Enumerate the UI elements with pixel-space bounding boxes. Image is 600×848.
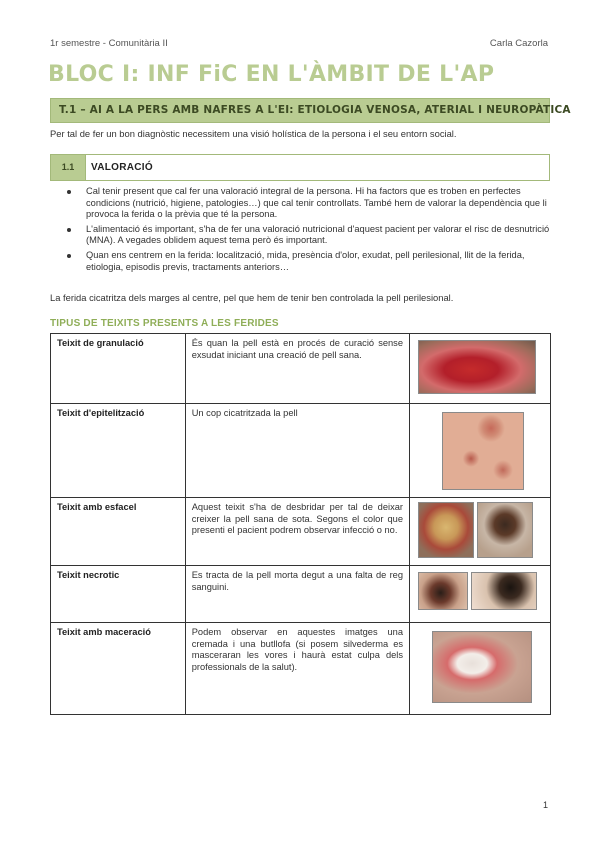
- tissue-description: Aquest teixit s'ha de desbridar per tal de deixar creixer la pell sana de sota. Segons el color que presenti el pacient podrem observar infecció o no.: [185, 498, 409, 566]
- slough-wound-image: [418, 502, 474, 558]
- bullet-text: L'alimentació és important, s'ha de fer una valoració nutricional d'aquest pacient per valorar el risc de desnutrició (MNA). A vegades oblidem aquest tema però és important.: [86, 223, 550, 246]
- tissue-name: Teixit de granulació: [51, 334, 186, 404]
- author-label: Carla Cazorla: [489, 38, 548, 49]
- tissue-image-cell: [410, 566, 551, 623]
- tissue-description: Es tracta de la pell morta degut a una falta de reg sanguini.: [185, 566, 409, 623]
- tissue-name: Teixit necrotic: [51, 566, 186, 623]
- granulation-wound-image: [418, 340, 536, 394]
- epithelialization-wound-image: [442, 412, 524, 490]
- table-row: [51, 334, 551, 404]
- list-item: [66, 186, 552, 221]
- tissue-image-cell: [410, 404, 551, 498]
- list-item: [66, 224, 552, 247]
- tissue-name: Teixit amb esfacel: [51, 498, 186, 566]
- tissue-name: Teixit amb maceració: [51, 623, 186, 715]
- valoracio-number: 1.1: [51, 155, 85, 180]
- bullet-icon: [67, 254, 71, 258]
- table-row: [51, 404, 551, 498]
- tissue-image-cell: [410, 498, 551, 566]
- tissue-image-cell: [410, 623, 551, 715]
- maceration-wound-image: [432, 631, 532, 703]
- intro-paragraph: Per tal de fer un bon diagnòstic necessitem una visió holística de la persona i el seu entorn social.: [50, 128, 457, 139]
- list-item: [66, 250, 552, 273]
- table-row: [51, 623, 551, 715]
- tissue-name: Teixit d'epitelització: [51, 404, 186, 498]
- bullet-text: Cal tenir present que cal fer una valoració integral de la persona. Hi ha factors que es troben en perfectes condicions (nutrició, higiene, patologies…) que cal tenir controllats. També hem de valorar la dependència que li provoca la ferida o la prèvia que té la persona.: [86, 186, 547, 220]
- tissue-description: És quan la pell està en procés de curació sense exsudat iniciant una creació de pell sana.: [185, 334, 409, 404]
- course-label: 1r semestre - Comunitària II: [50, 38, 168, 49]
- valoracio-bullet-list: [66, 186, 552, 276]
- page-number: 1: [542, 800, 548, 810]
- valoracio-heading: [50, 154, 550, 181]
- tissue-types-table: [50, 333, 551, 715]
- perilesional-note: La ferida cicatritza dels marges al centre, pel que hem de tenir ben controlada la pell perilesional.: [50, 292, 454, 303]
- tissue-image-cell: [410, 334, 551, 404]
- table-row: [51, 498, 551, 566]
- necrotic-wound-image: [418, 572, 468, 610]
- page-header: [50, 38, 548, 52]
- valoracio-title: VALORACIÓ: [91, 162, 153, 173]
- necrotic-wound-image-2: [471, 572, 537, 610]
- valoracio-divider: [85, 155, 86, 180]
- bullet-text: Quan ens centrem en la ferida: localització, mida, presència d'olor, exudat, pell perilesional, llit de la ferida, etiologia, episodis previs, tractaments anteriors…: [86, 249, 525, 272]
- section-banner: [50, 98, 571, 123]
- section-banner-text: T.1 – AI A LA PERS AMB NAFRES A L'EI: ETIOLOGIA VENOSA, ATERIAL I NEUROPÀTICA: [59, 104, 571, 116]
- tissue-description: Un cop cicatritzada la pell: [185, 404, 409, 498]
- bloc-title: BLOC I: INF FiC EN L'ÀMBIT DE L'AP: [48, 62, 495, 87]
- bullet-icon: [67, 190, 71, 194]
- tissue-types-title: TIPUS DE TEIXITS PRESENTS A LES FERIDES: [50, 318, 279, 329]
- tissue-description: Podem observar en aquestes imatges una cremada i una butllofa (si posem silvederma es masceraran les vores i haurà estat culpa dels professionals de la salut).: [185, 623, 409, 715]
- table-row: [51, 566, 551, 623]
- slough-wound-image-2: [477, 502, 533, 558]
- bullet-icon: [67, 228, 71, 232]
